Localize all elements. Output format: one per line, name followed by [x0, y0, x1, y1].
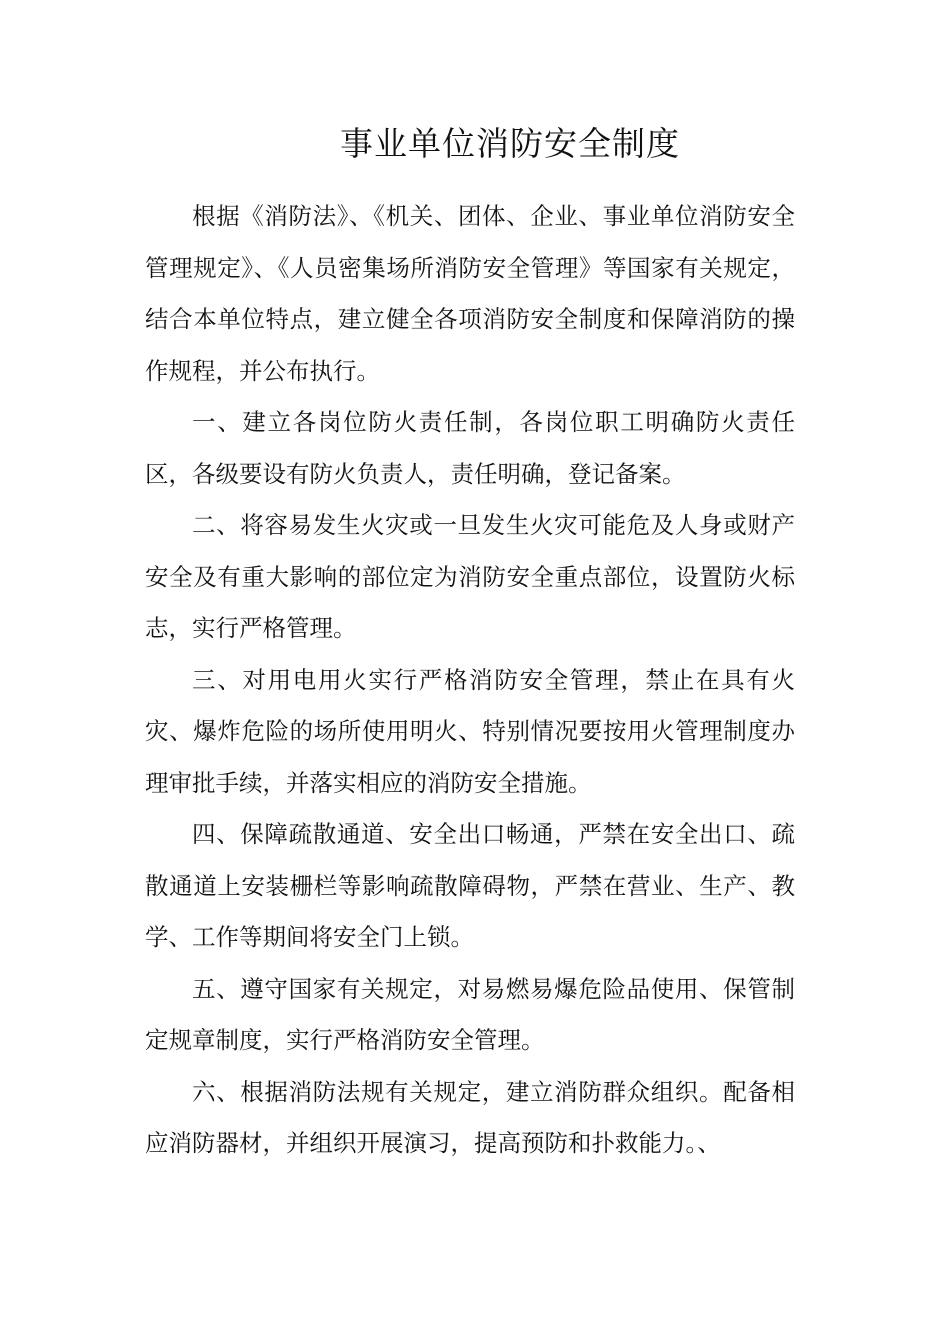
paragraph-item-5: 五、遵守国家有关规定，对易燃易爆危险品使用、保管制定规章制度，实行严格消防安全管理。 — [145, 974, 795, 1054]
paragraph-intro: 根据《消防法》、《机关、团体、企业、事业单位消防安全管理规定》、《人员密集场所消防安全管理》等国家有关规定，结合本单位特点，建立健全各项消防安全制度和保障消防的操作规程，并公布执行。 — [145, 202, 795, 385]
document-title: 事业单位消防安全制度 — [340, 124, 680, 163]
paragraph-item-2: 二、将容易发生火灾或一旦发生火灾可能危及人身或财产安全及有重大影响的部位定为消防安全重点部位，设置防火标志，实行严格管理。 — [145, 511, 795, 642]
paragraph-item-6: 六、根据消防法规有关规定，建立消防群众组织。配备相应消防器材，并组织开展演习，提高预防和扑救能力。、 — [145, 1077, 795, 1157]
paragraph-item-3: 三、对用电用火实行严格消防安全管理，禁止在具有火灾、爆炸危险的场所使用明火、特别情况要按用火管理制度办理审批手续，并落实相应的消防安全措施。 — [145, 665, 795, 797]
paragraph-item-1: 一、建立各岗位防火责任制，各岗位职工明确防火责任区，各级要设有防火负责人，责任明确，登记备案。 — [145, 408, 795, 488]
paragraph-item-4: 四、保障疏散通道、安全出口畅通，严禁在安全出口、疏散通道上安装栅栏等影响疏散障碍物，严禁在营业、生产、教学、工作等期间将安全门上锁。 — [145, 820, 795, 951]
document-body — [145, 191, 795, 1170]
